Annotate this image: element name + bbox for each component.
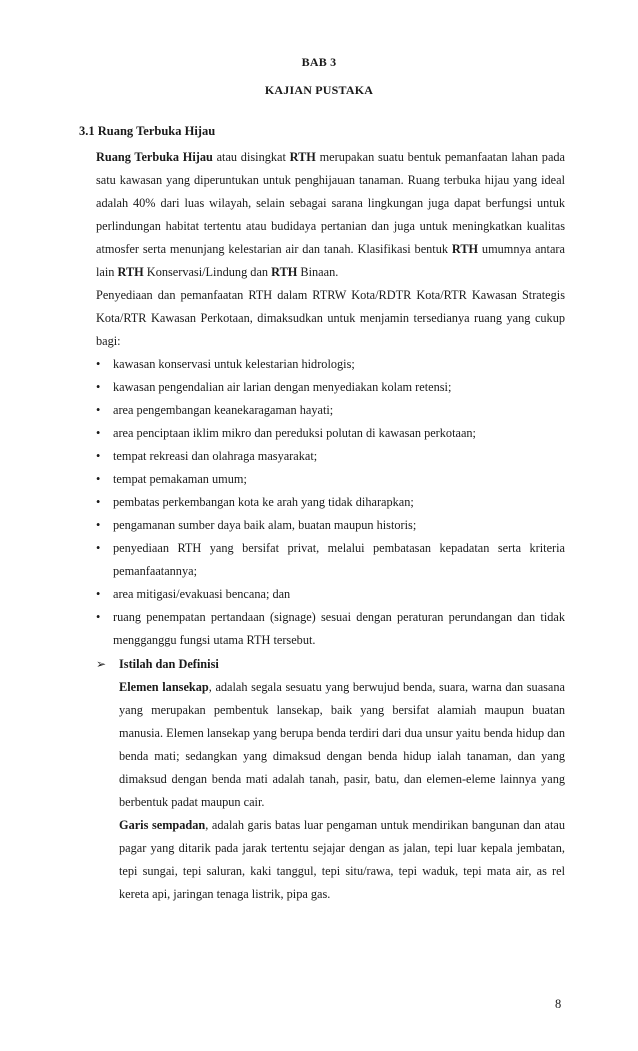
bullet-text: penyediaan RTH yang bersifat privat, melalui pembatasan kepadatan serta kriteria pemanfaatannya; (113, 541, 565, 578)
bullet-dot-icon: • (96, 403, 101, 417)
paragraph-rth-definition: Ruang Terbuka Hijau atau disingkat RTH merupakan suatu bentuk pemanfaatan lahan pada satu kawasan yang diperuntukan untuk penghijauan tanaman. Ruang terbuka hijau yang ideal adalah 40% dari luas wilayah, selain sebagai sarana lingkungan juga dapat berfungsi untuk perlindungan habitat tertentu atau budidaya pertanian dan juga untuk meningkatkan kualitas atmosfer serta menunjang kelestarian air dan tanah. Klasifikasi bentuk RTH umumnya antara lain RTH Konservasi/Lindung dan RTH Binaan. (96, 150, 566, 279)
bullet-item (96, 583, 565, 606)
bullet-item (96, 445, 565, 468)
bullet-text: area penciptaan iklim mikro dan pereduksi polutan di kawasan perkotaan; (113, 426, 476, 440)
term-rth: Ruang Terbuka Hijau (96, 150, 213, 164)
body-text (96, 146, 565, 906)
bullet-text: tempat pemakaman umum; (113, 472, 247, 486)
subsection-title: Istilah dan Definisi (119, 657, 219, 671)
bullet-item (96, 491, 565, 514)
bullet-dot-icon: • (96, 357, 101, 371)
chapter-label: BAB 3 (301, 55, 337, 69)
chapter-title: KAJIAN PUSTAKA (264, 83, 374, 97)
subsection-heading (96, 653, 565, 676)
bullet-dot-icon: • (96, 380, 101, 394)
bullet-item (96, 376, 565, 399)
bullet-item (96, 399, 565, 422)
bullet-text: ruang penempatan pertandaan (signage) sesuai dengan peraturan perundangan dan tidak mengganggu fungsi utama RTH tersebut. (113, 610, 565, 647)
bullet-list (96, 353, 565, 652)
bullet-dot-icon: • (96, 541, 101, 555)
bullet-text: kawasan pengendalian air larian dengan menyediakan kolam retensi; (113, 380, 452, 394)
bullet-dot-icon: • (96, 495, 101, 509)
definition-garis-sempadan: Garis sempadan, adalah garis batas luar pengaman untuk mendirikan bangunan dan atau pagar yang ditarik pada jarak tertentu sejajar dengan as jalan, tepi luar kepala jembatan, tepi sungai, tepi saluran, kaki tanggul, tepi situ/rawa, tepi waduk, tepi mata air, as rel kereta api, jaringan tenaga listrik, pipa gas. (119, 818, 565, 901)
bullet-dot-icon: • (96, 449, 101, 463)
page-number: 8 (555, 997, 562, 1011)
bullet-item (96, 606, 565, 652)
definition-term: Elemen lansekap (119, 680, 209, 694)
bullet-text: pembatas perkembangan kota ke arah yang tidak diharapkan; (113, 495, 414, 509)
bullet-item (96, 422, 565, 445)
bullet-dot-icon: • (96, 472, 101, 486)
definition-term: Garis sempadan (119, 818, 206, 832)
bullet-dot-icon: • (96, 587, 101, 601)
bullet-dot-icon: • (96, 426, 101, 440)
definition-elemen-lansekap: Elemen lansekap, adalah segala sesuatu yang berwujud benda, suara, warna dan suasana yang merupakan pembentuk lansekap, baik yang bersifat alamiah maupun buatan manusia. Elemen lansekap yang berupa benda terdiri dari dua unsur yaitu benda hidup dan benda mati; sedangkan yang dimaksud dengan benda hidup ialah tanaman, dan yang dimaksud dengan benda mati adalah tanah, pasir, batu, dan elemen-eleme lainnya yang berbentuk padat maupun cair. (119, 680, 565, 809)
abbr-rth: RTH (289, 150, 316, 164)
bullet-text: area mitigasi/evakuasi bencana; dan (113, 587, 291, 601)
bullet-text: tempat rekreasi dan olahraga masyarakat; (113, 449, 318, 463)
bullet-text: kawasan konservasi untuk kelestarian hidrologis; (113, 357, 355, 371)
bullet-item (96, 514, 565, 537)
bullet-text: pengamanan sumber daya baik alam, buatan maupun historis; (113, 518, 417, 532)
bullet-item (96, 468, 565, 491)
arrow-bullet-icon: ➢ (96, 657, 107, 671)
bullet-dot-icon: • (96, 610, 101, 624)
section-heading: 3.1 Ruang Terbuka Hijau (79, 124, 216, 138)
bullet-item (96, 537, 565, 583)
bullet-dot-icon: • (96, 518, 101, 532)
bullet-text: area pengembangan keanekaragaman hayati; (113, 403, 334, 417)
paragraph-rth-provision: Penyediaan dan pemanfaatan RTH dalam RTRW Kota/RDTR Kota/RTR Kawasan Strategis Kota/RTR Kawasan Perkotaan, dimaksudkan untuk menjamin tersedianya ruang yang cukup bagi: (96, 288, 565, 348)
bullet-item (96, 353, 565, 376)
